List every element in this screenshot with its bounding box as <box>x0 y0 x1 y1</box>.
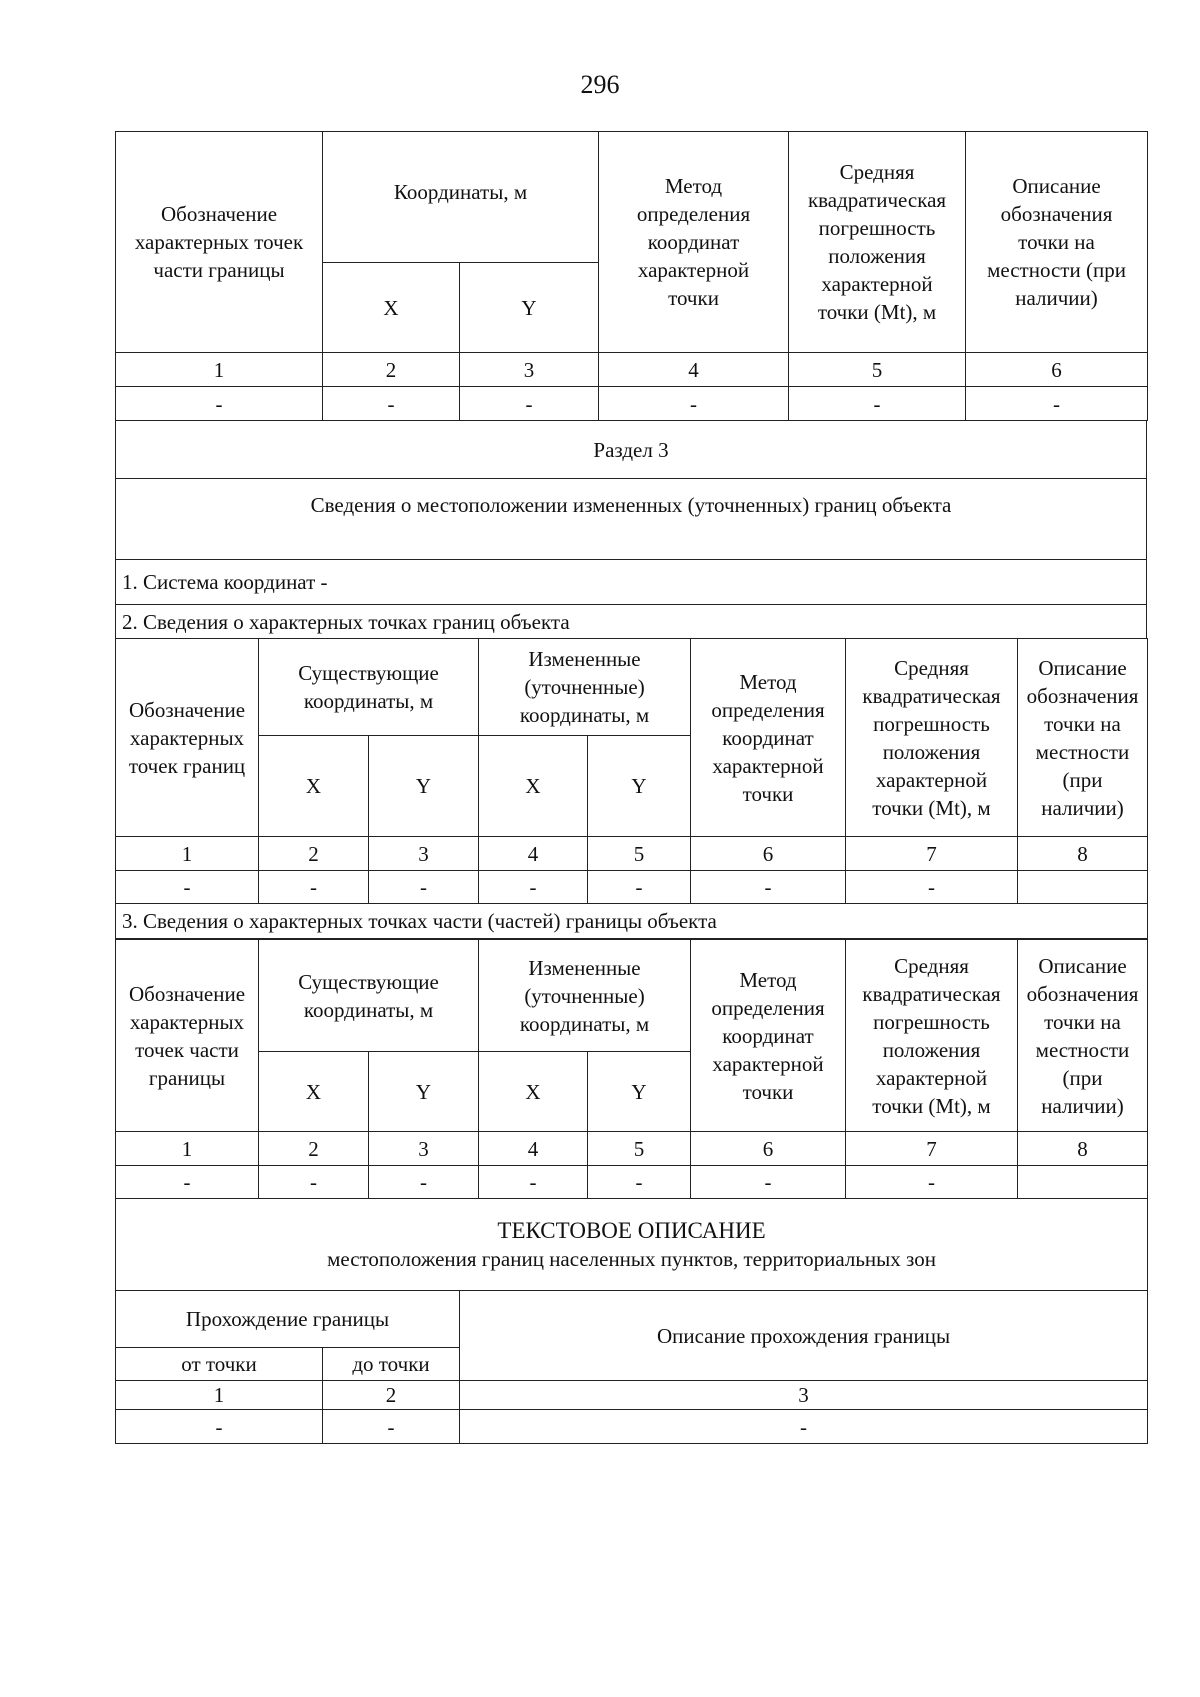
column-number: 4 <box>479 1132 588 1166</box>
table-cell: - <box>323 387 460 421</box>
table-cell: - <box>116 1166 259 1199</box>
points-heading: 2. Сведения о характерных точках границ объекта <box>116 605 1147 639</box>
column-numbers-row <box>116 353 1148 387</box>
column-number: 3 <box>369 1132 479 1166</box>
header-method: Метод определения координат характерной точки <box>599 132 789 353</box>
table-cell: - <box>369 871 479 904</box>
table-cell: - <box>460 1410 1148 1444</box>
header-method: Метод определения координат характерной точки <box>691 940 846 1132</box>
table-cell: - <box>789 387 966 421</box>
column-number: 3 <box>369 837 479 871</box>
table-cell: - <box>846 871 1018 904</box>
column-number: 2 <box>259 1132 369 1166</box>
column-numbers-row <box>116 1132 1148 1166</box>
text-description-title: ТЕКСТОВОЕ ОПИСАНИЕ местоположения границ населенных пунктов, территориальных зон <box>116 1199 1148 1291</box>
column-number: 3 <box>460 353 599 387</box>
table-cell: - <box>323 1410 460 1444</box>
table-cell: - <box>691 1166 846 1199</box>
header-to-point: до точки <box>323 1348 460 1381</box>
column-number: 1 <box>116 1381 323 1410</box>
column-number: 8 <box>1018 837 1148 871</box>
table-cell: - <box>369 1166 479 1199</box>
column-number: 1 <box>116 353 323 387</box>
header-designation: Обозначение характерных точек границ <box>116 639 259 837</box>
header-existing-coordinates: Существующие координаты, м <box>259 639 479 736</box>
table-cell <box>1018 871 1148 904</box>
column-number: 4 <box>599 353 789 387</box>
header-error: Средняя квадратическая погрешность положения характерной точки (Mt), м <box>789 132 966 353</box>
table-cell: - <box>479 1166 588 1199</box>
table-row <box>116 871 1148 904</box>
column-number: 3 <box>460 1381 1148 1410</box>
table-cell: - <box>599 387 789 421</box>
part-boundary-points-table <box>115 131 1147 421</box>
header-coordinates: Координаты, м <box>323 132 599 263</box>
header-designation: Обозначение характерных точек части границы <box>116 940 259 1132</box>
table-cell: - <box>588 871 691 904</box>
header-error: Средняя квадратическая погрешность положения характерной точки (Mt), м <box>846 639 1018 837</box>
column-number: 4 <box>479 837 588 871</box>
column-numbers-row <box>116 1381 1148 1410</box>
table-row <box>116 387 1148 421</box>
column-number: 1 <box>116 1132 259 1166</box>
parts-heading: 3. Сведения о характерных точках части (частей) границы объекта <box>116 904 1148 939</box>
header-error: Средняя квадратическая погрешность положения характерной точки (Mt), м <box>846 940 1018 1132</box>
column-number: 1 <box>116 837 259 871</box>
section-subtitle: Сведения о местоположении измененных (уточненных) границ объекта <box>116 479 1147 560</box>
table-row <box>116 1410 1148 1444</box>
header-description: Описание обозначения точки на местности (при наличии) <box>1018 940 1148 1132</box>
column-number: 6 <box>691 1132 846 1166</box>
column-number: 5 <box>588 1132 691 1166</box>
header-x: X <box>479 736 588 837</box>
section-title: Раздел 3 <box>116 421 1147 479</box>
header-y: Y <box>588 1052 691 1132</box>
coordinate-system: 1. Система координат - <box>116 560 1147 605</box>
text-description-table <box>115 1198 1147 1444</box>
table-cell: - <box>460 387 599 421</box>
column-number: 2 <box>259 837 369 871</box>
header-designation: Обозначение характерных точек части границы <box>116 132 323 353</box>
header-existing-coordinates: Существующие координаты, м <box>259 940 479 1052</box>
column-numbers-row <box>116 837 1148 871</box>
column-number: 8 <box>1018 1132 1148 1166</box>
table-cell: - <box>116 387 323 421</box>
header-changed-coordinates: Измененные (уточненные) координаты, м <box>479 639 691 736</box>
header-x: X <box>259 1052 369 1132</box>
table-cell: - <box>259 871 369 904</box>
table-cell: - <box>479 871 588 904</box>
column-number: 7 <box>846 837 1018 871</box>
header-description: Описание обозначения точки на местности (при наличии) <box>966 132 1148 353</box>
table-cell: - <box>116 871 259 904</box>
header-y: Y <box>369 736 479 837</box>
table-cell: - <box>966 387 1148 421</box>
column-number: 2 <box>323 1381 460 1410</box>
table-cell: - <box>116 1410 323 1444</box>
column-number: 5 <box>789 353 966 387</box>
header-changed-coordinates: Измененные (уточненные) координаты, м <box>479 940 691 1052</box>
header-x: X <box>479 1052 588 1132</box>
header-from-point: от точки <box>116 1348 323 1381</box>
column-number: 2 <box>323 353 460 387</box>
column-number: 7 <box>846 1132 1018 1166</box>
table-cell: - <box>588 1166 691 1199</box>
column-number: 6 <box>691 837 846 871</box>
table-cell <box>1018 1166 1148 1199</box>
part-boundary-points-table-changed <box>115 939 1147 1199</box>
header-passage-description: Описание прохождения границы <box>460 1291 1148 1381</box>
table-cell: - <box>259 1166 369 1199</box>
header-y: Y <box>588 736 691 837</box>
header-y: Y <box>369 1052 479 1132</box>
boundary-points-table <box>115 638 1147 939</box>
header-x: X <box>259 736 369 837</box>
header-passage: Прохождение границы <box>116 1291 460 1348</box>
header-method: Метод определения координат характерной точки <box>691 639 846 837</box>
header-x: X <box>323 263 460 353</box>
page-number: 296 <box>580 70 620 99</box>
column-number: 6 <box>966 353 1148 387</box>
column-number: 5 <box>588 837 691 871</box>
table-row <box>116 1166 1148 1199</box>
section-3-header <box>115 420 1147 639</box>
table-cell: - <box>691 871 846 904</box>
header-description: Описание обозначения точки на местности (при наличии) <box>1018 639 1148 837</box>
table-cell: - <box>846 1166 1018 1199</box>
header-y: Y <box>460 263 599 353</box>
